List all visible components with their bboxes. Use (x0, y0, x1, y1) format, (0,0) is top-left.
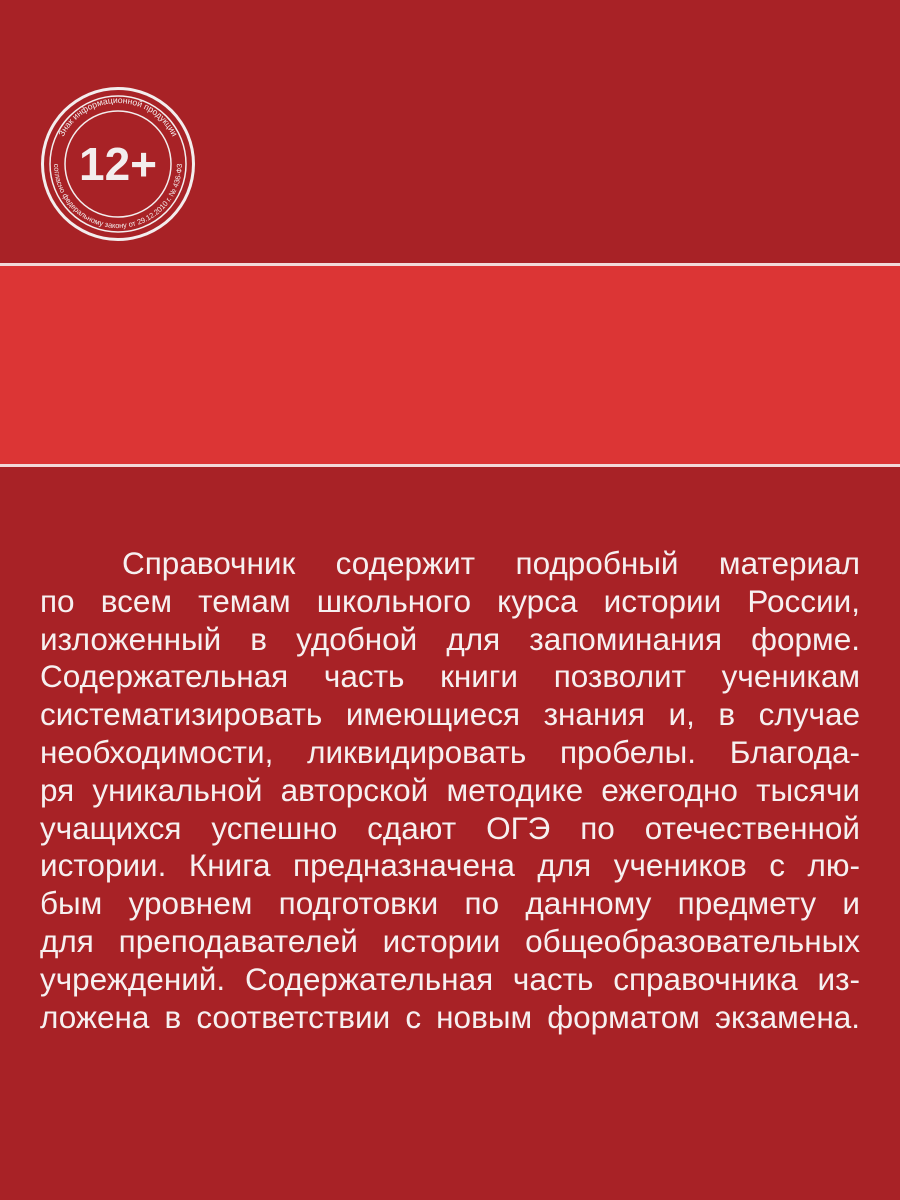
description-line: по всем темам школьного курса истории России, (40, 582, 860, 619)
description-line: учреждений. Содержательная часть справочника из- (40, 960, 860, 997)
description-line: бым уровнем подготовки по данному предмету и (40, 885, 860, 922)
age-rating-badge (38, 84, 198, 244)
badge-ring-top-text: Знак информационной продукции (56, 94, 180, 138)
description-line: Справочник содержит подробный материал (122, 545, 860, 581)
description-line: необходимости, ликвидировать пробелы. Благода- (40, 733, 860, 770)
description-line: изложенный в удобной для запоминания форме. (40, 620, 860, 657)
age-rating-value: 12+ (78, 138, 158, 190)
decorative-band (0, 263, 900, 467)
description-line: учащихся успешно сдают ОГЭ по отечественной (40, 809, 860, 846)
description-line: истории. Книга предназначена для учеников с лю- (40, 847, 860, 884)
description-line: ря уникальной авторской методике ежегодно тысячи (40, 771, 860, 808)
description-line: для преподавателей истории общеобразовательных (40, 922, 860, 959)
description-line: ложена в соответствии с новым форматом экзамена. (40, 998, 860, 1035)
book-description (40, 545, 860, 1036)
description-line: Содержательная часть книги позволит ученикам (40, 658, 860, 695)
badge-ring-bottom-text: согласно федеральному закону от 29.12.2010 г. № 436-ФЗ (51, 163, 185, 231)
description-line: систематизировать имеющиеся знания и, в случае (40, 696, 860, 733)
